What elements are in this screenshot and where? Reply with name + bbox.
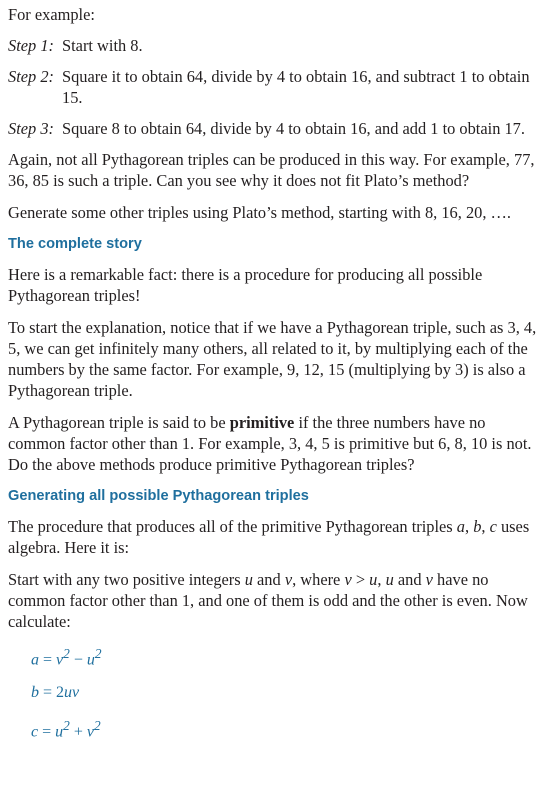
variable-u: u <box>385 570 394 589</box>
paragraph-start <box>8 569 540 632</box>
exponent: 2 <box>93 718 101 734</box>
start-text: have no common factor other than 1, and one of them is odd and the other is even. Now calculate: <box>8 570 528 631</box>
minus-sign: − <box>69 651 87 669</box>
formula-lhs: c <box>31 723 39 741</box>
variable-v: v <box>425 570 433 589</box>
intro-text: For example: <box>8 5 95 24</box>
formula-list <box>31 643 540 744</box>
document-page <box>8 4 540 755</box>
variable-v: v <box>284 570 293 589</box>
step-label: Step 2: <box>8 67 54 86</box>
formula-a <box>31 643 540 671</box>
exponent: 2 <box>94 646 102 661</box>
variable-u: u <box>244 570 253 589</box>
variable-u: u <box>86 651 95 669</box>
step-label: Step 3: <box>8 119 54 138</box>
variable-b: b <box>473 517 482 536</box>
plus-sign: + <box>69 723 87 741</box>
start-text: and <box>393 570 426 589</box>
paragraph-explanation: To start the explanation, notice that if we have a Pythagorean triple, such as 3, 4, 5, we can get infinitely many others, all related to it, by multiplying each of the numbers by the same factor. For example, 9, 12, 15 (multiplying by 3) is also a Pythagorean triple. <box>8 318 537 400</box>
procedure-text: uses algebra. Here it is: <box>8 517 530 557</box>
step-text: Start with 8. <box>62 36 143 55</box>
start-text: Start with any two positive integers <box>8 570 245 589</box>
step-1 <box>8 35 540 56</box>
step-label: Step 1: <box>8 36 54 55</box>
comma: , <box>464 517 474 536</box>
variable-v: v <box>56 651 64 669</box>
variable-u: u <box>55 723 64 741</box>
start-text: , where <box>292 570 345 589</box>
equals-sign: = <box>39 684 57 702</box>
step-3 <box>8 118 540 139</box>
variable-c: c <box>489 517 497 536</box>
heading-generating-triples: Generating all possible Pythagorean triples <box>8 488 309 504</box>
primitive-before: A Pythagorean triple is said to be <box>8 413 230 432</box>
step-2 <box>8 66 540 108</box>
exponent: 2 <box>63 718 70 734</box>
exponent: 2 <box>63 646 70 661</box>
start-text: , <box>377 570 386 589</box>
formula-lhs: b <box>31 684 39 702</box>
variable-uv: uv <box>64 684 80 702</box>
formula-b <box>31 682 540 704</box>
primitive-term: primitive <box>229 413 295 432</box>
equals-sign: = <box>39 651 57 669</box>
formula-lhs: a <box>31 651 39 669</box>
coefficient: 2 <box>56 684 65 702</box>
variable-a: a <box>456 517 465 536</box>
variable-v: v <box>86 723 94 741</box>
formula-c <box>31 715 540 743</box>
paragraph-again: Again, not all Pythagorean triples can be produced in this way. For example, 77, 36, 85 is such a triple. Can you see why it does not fit Plato’s method? <box>8 150 535 190</box>
variable-u: u <box>369 570 378 589</box>
paragraph-generate: Generate some other triples using Plato’s method, starting with 8, 16, 20, …. <box>8 203 512 222</box>
equals-sign: = <box>38 723 56 741</box>
heading-complete-story: The complete story <box>8 236 142 252</box>
paragraph-procedure <box>8 516 540 558</box>
step-text: Square 8 to obtain 64, divide by 4 to obtain 16, and add 1 to obtain 17. <box>62 119 525 138</box>
variable-v: v <box>344 570 352 589</box>
procedure-text: The procedure that produces all of the primitive Pythagorean triples <box>8 517 457 536</box>
step-text: Square it to obtain 64, divide by 4 to obtain 16, and subtract 1 to obtain 15. <box>62 67 530 107</box>
paragraph-primitive <box>8 412 540 475</box>
start-text: > <box>351 570 370 589</box>
comma: , <box>481 517 490 536</box>
paragraph-remarkable: Here is a remarkable fact: there is a procedure for producing all possible Pythagorean triples! <box>8 265 483 305</box>
primitive-after: if the three numbers have no common factor other than 1. For example, 3, 4, 5 is primitive but 6, 8, 10 is not. Do the above methods produce primitive Pythagorean triples? <box>8 413 532 474</box>
start-text: and <box>252 570 285 589</box>
